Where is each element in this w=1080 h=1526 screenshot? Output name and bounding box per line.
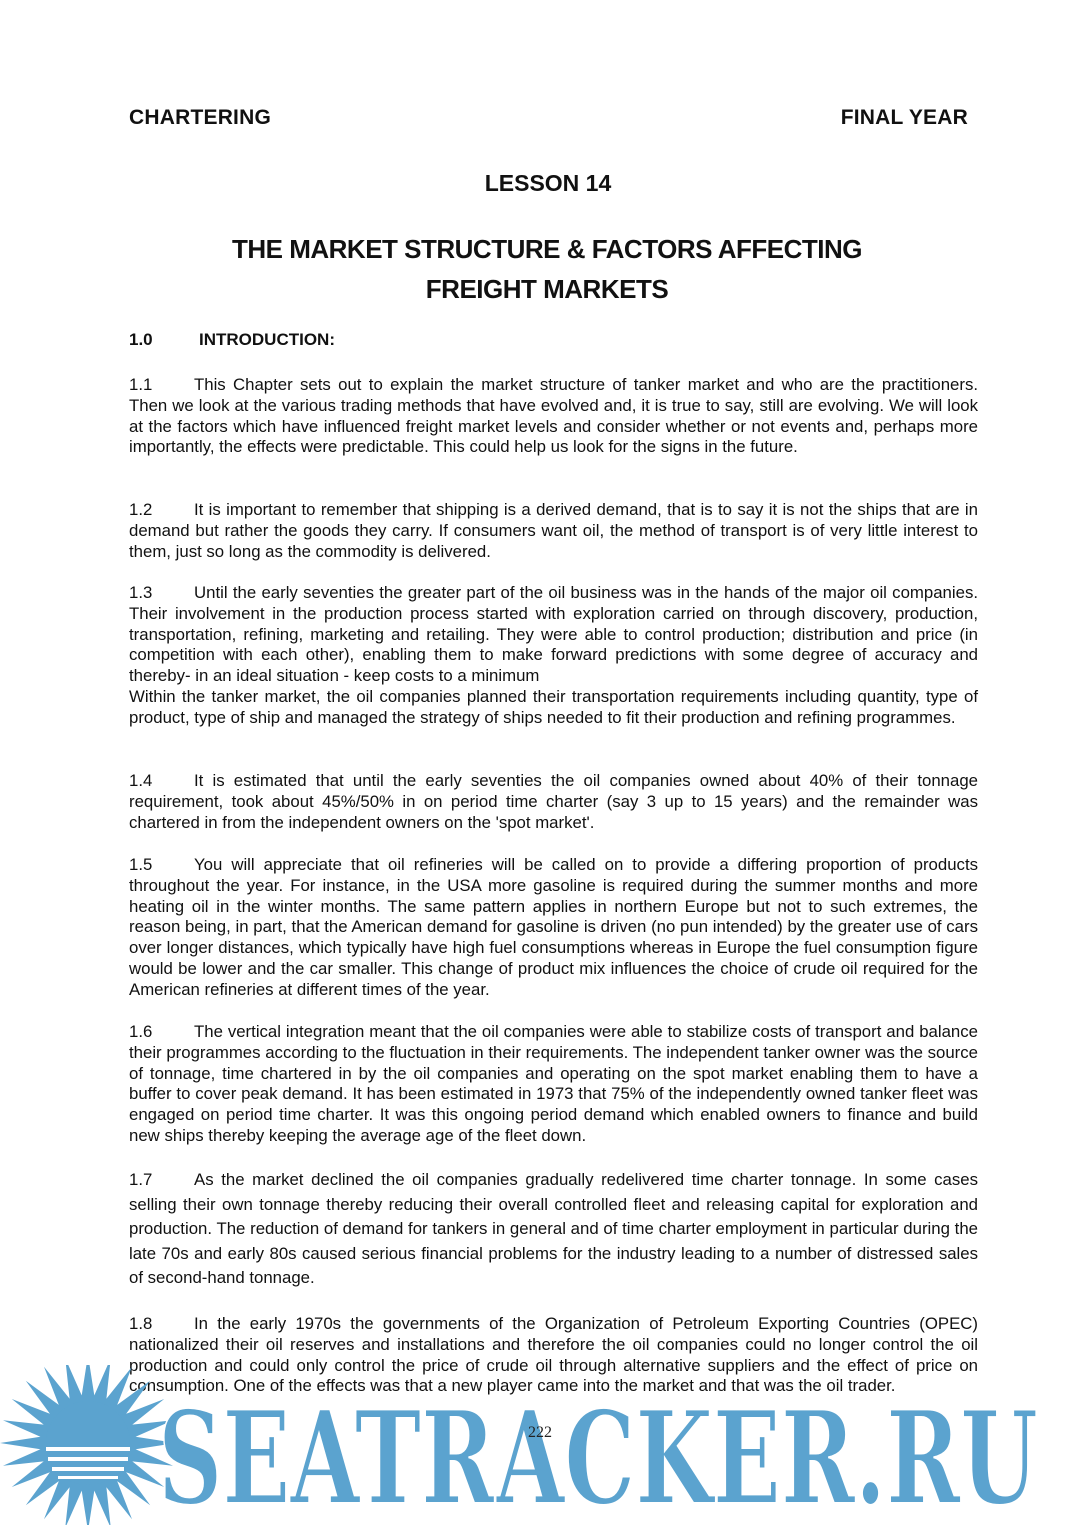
paragraph-number: 1.1 (129, 375, 153, 394)
section-title: INTRODUCTION: (199, 330, 335, 349)
paragraph-text: The vertical integration meant that the oil companies were able to stabilize costs of transport and balance their programmes according to the fluctuation in their requirements. The independent tanker owner was the source of tonnage, time chartered in by the oil companies and operating on the spot market enabling them to have a buffer to cover peak demand. It has been estimated in 1973 that 75% of the independently owned tanker fleet was engaged on period time charter. It was this ongoing period demand which enabled owners to finance and build new ships thereby keeping the average age of the fleet down. (129, 1022, 978, 1145)
section-number: 1.0 (129, 330, 153, 349)
paragraph-number: 1.7 (129, 1170, 153, 1189)
watermark-logo (0, 1365, 1080, 1525)
paragraph-number: 1.4 (129, 771, 153, 790)
header-year: FINAL YEAR (840, 106, 968, 129)
paragraph-text: It is important to remember that shipping is a derived demand, that is to say it is not the ships that are in demand but rather the goods they carry. If consumers want oil, the method of transport is of very little interest to them, just so long as the commodity is delivered. (129, 500, 978, 561)
page-number: 222 (528, 1424, 552, 1441)
page-title (0, 229, 1080, 309)
paragraph-text: Until the early seventies the greater part of the oil business was in the hands of the major oil companies. Their involvement in the production process started with exploration carried on through discovery, production, transportation, refining, marketing and retailing. They were able to control production; distribution and price (in competition with each other), enabling them to make forward predictions with some degree of accuracy and thereby- in an ideal situation - keep costs to a minimum (129, 583, 978, 686)
paragraph-1-6 (129, 1022, 978, 1147)
sun-icon (0, 1365, 176, 1525)
watermark-text: SEATRACKER.RU (158, 1384, 1038, 1525)
paragraph-text-continued: Within the tanker market, the oil companies planned their transportation requirements including quantity, type of product, type of ship and managed the strategy of ships needed to fit their production and refining programmes. (129, 686, 978, 727)
title-line-2: FREIGHT MARKETS (425, 274, 669, 304)
paragraph-number: 1.8 (129, 1314, 153, 1333)
paragraph-number: 1.3 (129, 583, 153, 602)
section-heading (129, 330, 335, 350)
paragraph-text: It is estimated that until the early seventies the oil companies owned about 40% of their tonnage requirement, took about 45%/50% in on period time charter (say 3 up to 15 years) and the remainder was chartered in from the independent owners on the 'spot market'. (129, 771, 978, 832)
paragraph-text: As the market declined the oil companies gradually redelivered time charter tonnage. In some cases selling their own tonnage thereby reducing their overall controlled fleet and releasing capital for exploration and production. The reduction of demand for tankers in general and of time charter employment in particular during the late 70s and early 80s caused serious financial problems for the industry leading to a number of distressed sales of second-hand tonnage. (129, 1170, 978, 1287)
paragraph-number: 1.5 (129, 855, 153, 874)
paragraph-number: 1.2 (129, 500, 153, 519)
paragraph-text: You will appreciate that oil refineries will be called on to provide a differing proportion of products throughout the year. For instance, in the USA more gasoline is required during the summer months and more heating oil in the winter months. The same pattern applies in northern Europe but not to such extremes, the reason being, in part, that the American demand for gasoline is driven (no pun intended) by the greater use of cars over longer distances, which typically have high fuel consumptions whereas in Europe the fuel consumption figure would be lower and the car smaller. This change of product mix influences the choice of crude oil required for the American refineries at different times of the year. (129, 855, 978, 999)
lesson-number: LESSON 14 (484, 170, 612, 196)
paragraph-1-2 (129, 500, 978, 562)
header-course: CHARTERING (129, 106, 271, 129)
paragraph-1-4 (129, 771, 978, 833)
paragraph-number: 1.6 (129, 1022, 153, 1041)
paragraph-text: In the early 1970s the governments of the Organization of Petroleum Exporting Countries (OPEC) nationalized their oil reserves and installations and therefore the oil companies could no longer control the oil production and could only control the price of crude oil through alternative suppliers and the effect of price on consumption. One of the effects was that a new player came into the market and that was the oil trader. (129, 1314, 978, 1396)
title-line-1: THE MARKET STRUCTURE & FACTORS AFFECTING (232, 234, 862, 264)
paragraph-1-7 (129, 1168, 978, 1291)
paragraph-1-3 (129, 583, 978, 729)
paragraph-1-1 (129, 375, 978, 458)
paragraph-1-5 (129, 855, 978, 1001)
paragraph-text: This Chapter sets out to explain the market structure of tanker market and who are the practitioners. Then we look at the various trading methods that have evolved and, it is true to say, still are evolving. We will look at the factors which have influenced freight market levels and consider whether or not events and, perhaps more importantly, the effects were predictable. This could help us look for the signs in the future. (129, 375, 978, 457)
